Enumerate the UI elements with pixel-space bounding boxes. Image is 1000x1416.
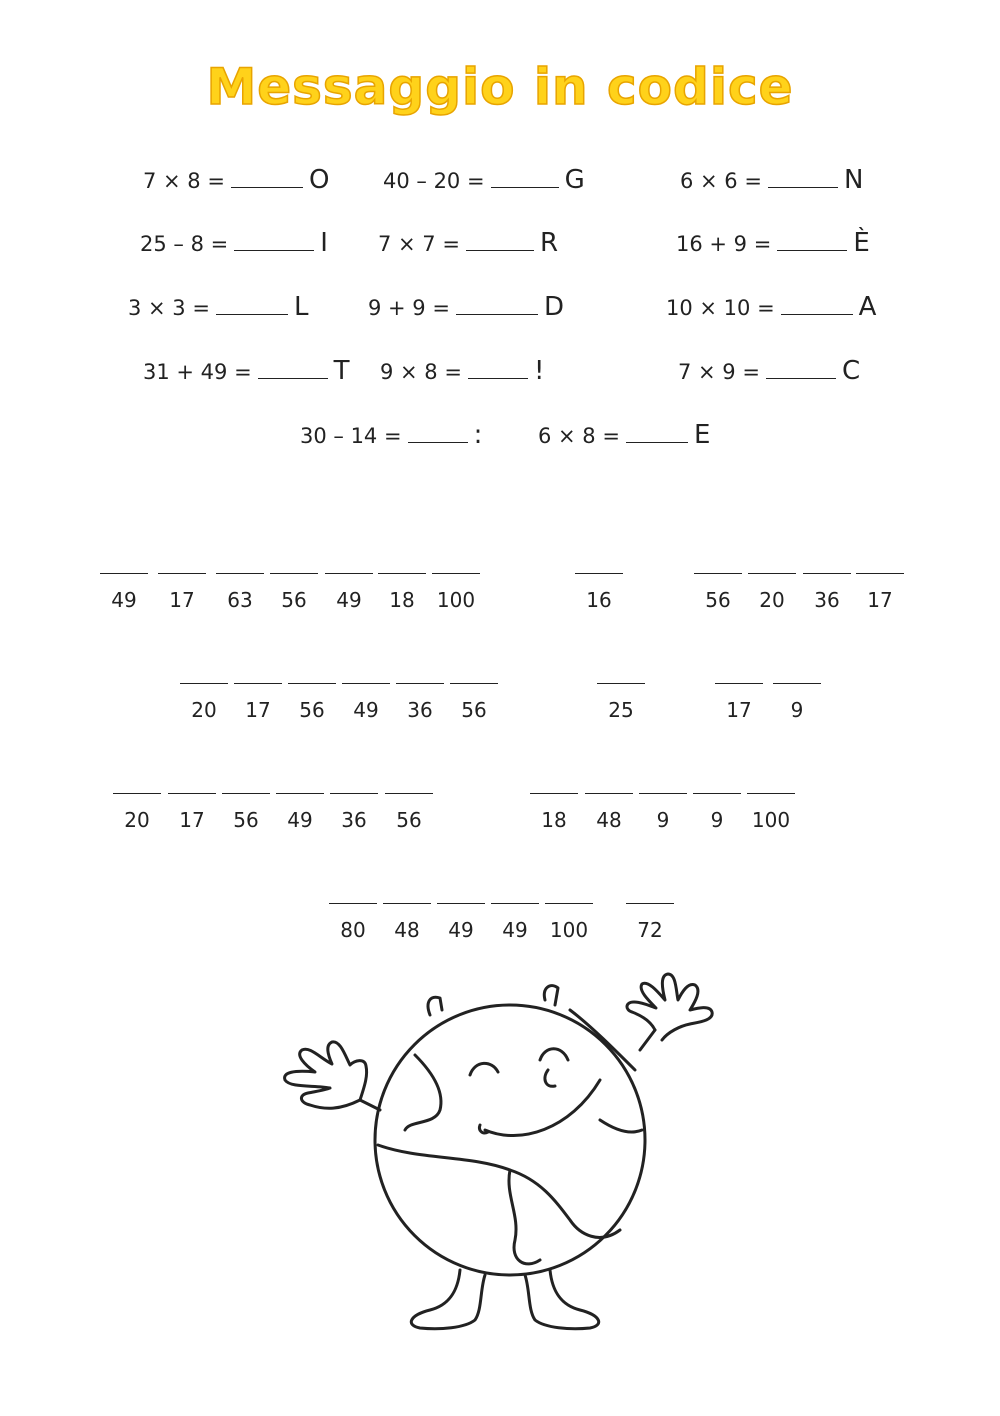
page-title: Messaggio in codice [206, 58, 794, 116]
equation-letter: R [539, 228, 559, 258]
message-letter-blank[interactable] [693, 793, 741, 794]
message-letter-blank[interactable] [626, 903, 674, 904]
equation-12 [678, 356, 860, 386]
message-code-number: 17 [179, 808, 205, 832]
message-letter-blank[interactable] [530, 793, 578, 794]
equation-4 [140, 228, 328, 258]
message-letter-blank[interactable] [450, 683, 498, 684]
message-code-number: 49 [336, 588, 362, 612]
message-code-number: 16 [586, 588, 612, 612]
message-code-number: 100 [549, 918, 589, 942]
equation-3 [680, 165, 863, 195]
answer-blank[interactable] [626, 424, 688, 443]
equation-expression: 7 × 9 = [678, 360, 760, 384]
message-code-number: 56 [281, 588, 307, 612]
equation-expression: 7 × 7 = [378, 232, 460, 256]
message-code-number: 100 [751, 808, 791, 832]
message-code-number: 25 [608, 698, 634, 722]
equation-expression: 7 × 8 = [143, 169, 225, 193]
equation-letter: I [320, 228, 328, 258]
message-code-number: 72 [637, 918, 663, 942]
equation-expression: 3 × 3 = [128, 296, 210, 320]
answer-blank[interactable] [216, 296, 288, 315]
equation-expression: 25 – 8 = [140, 232, 229, 256]
message-letter-blank[interactable] [168, 793, 216, 794]
answer-blank[interactable] [768, 169, 838, 188]
message-code-number: 9 [656, 808, 670, 832]
equation-11 [380, 356, 544, 386]
message-letter-blank[interactable] [234, 683, 282, 684]
message-letter-blank[interactable] [597, 683, 645, 684]
message-code-number: 56 [396, 808, 422, 832]
message-letter-blank[interactable] [222, 793, 270, 794]
message-letter-blank[interactable] [747, 793, 795, 794]
message-letter-blank[interactable] [748, 573, 796, 574]
message-letter-blank[interactable] [639, 793, 687, 794]
equation-8 [368, 292, 564, 322]
message-code-number: 18 [541, 808, 567, 832]
message-letter-blank[interactable] [773, 683, 821, 684]
message-code-number: 56 [299, 698, 325, 722]
message-letter-blank[interactable] [491, 903, 539, 904]
equation-letter: : [473, 420, 483, 450]
equation-1 [143, 165, 329, 195]
message-letter-blank[interactable] [856, 573, 904, 574]
message-letter-blank[interactable] [383, 903, 431, 904]
message-code-number: 17 [867, 588, 893, 612]
message-code-number: 18 [389, 588, 415, 612]
message-letter-blank[interactable] [325, 573, 373, 574]
answer-blank[interactable] [766, 360, 836, 379]
message-code-number: 49 [502, 918, 528, 942]
equation-letter: ! [533, 356, 545, 386]
equation-expression: 9 × 8 = [380, 360, 462, 384]
message-letter-blank[interactable] [715, 683, 763, 684]
message-code-number: 36 [341, 808, 367, 832]
message-code-number: 63 [227, 588, 253, 612]
message-letter-blank[interactable] [342, 683, 390, 684]
answer-blank[interactable] [258, 360, 328, 379]
message-letter-blank[interactable] [270, 573, 318, 574]
answer-blank[interactable] [231, 169, 303, 188]
message-letter-blank[interactable] [437, 903, 485, 904]
message-letter-blank[interactable] [378, 573, 426, 574]
message-letter-blank[interactable] [216, 573, 264, 574]
message-code-number: 17 [245, 698, 271, 722]
answer-blank[interactable] [777, 232, 847, 251]
message-letter-blank[interactable] [694, 573, 742, 574]
message-code-number: 20 [124, 808, 150, 832]
equation-letter: C [841, 356, 861, 386]
equation-7 [128, 292, 308, 322]
equation-6 [676, 228, 870, 258]
message-code-number: 9 [790, 698, 804, 722]
message-code-number: 100 [436, 588, 476, 612]
message-code-number: 20 [191, 698, 217, 722]
message-letter-blank[interactable] [385, 793, 433, 794]
message-code-number: 49 [287, 808, 313, 832]
equation-expression: 10 × 10 = [666, 296, 775, 320]
answer-blank[interactable] [456, 296, 538, 315]
equation-letter: D [543, 292, 564, 322]
message-letter-blank[interactable] [276, 793, 324, 794]
equation-expression: 6 × 6 = [680, 169, 762, 193]
message-letter-blank[interactable] [180, 683, 228, 684]
answer-blank[interactable] [781, 296, 853, 315]
message-code-number: 36 [814, 588, 840, 612]
answer-blank[interactable] [468, 360, 528, 379]
equation-10 [143, 356, 350, 386]
equation-expression: 6 × 8 = [538, 424, 620, 448]
message-letter-blank[interactable] [113, 793, 161, 794]
message-letter-blank[interactable] [288, 683, 336, 684]
message-code-number: 56 [705, 588, 731, 612]
equation-letter: G [564, 165, 585, 195]
message-code-number: 56 [233, 808, 259, 832]
message-code-number: 49 [111, 588, 137, 612]
message-code-number: 17 [726, 698, 752, 722]
message-code-number: 80 [340, 918, 366, 942]
equation-14 [538, 420, 710, 450]
equation-letter: È [853, 228, 870, 258]
equation-expression: 30 – 14 = [300, 424, 402, 448]
message-letter-blank[interactable] [803, 573, 851, 574]
answer-blank[interactable] [408, 424, 468, 443]
equation-letter: T [333, 356, 350, 386]
message-letter-blank[interactable] [100, 573, 148, 574]
message-code-number: 48 [394, 918, 420, 942]
message-code-number: 56 [461, 698, 487, 722]
message-letter-blank[interactable] [158, 573, 206, 574]
equation-expression: 31 + 49 = [143, 360, 252, 384]
answer-blank[interactable] [466, 232, 534, 251]
message-letter-blank[interactable] [330, 793, 378, 794]
message-letter-blank[interactable] [396, 683, 444, 684]
equation-letter: E [693, 420, 711, 450]
message-letter-blank[interactable] [585, 793, 633, 794]
answer-blank[interactable] [234, 232, 314, 251]
message-code-number: 20 [759, 588, 785, 612]
equation-letter: A [858, 292, 877, 322]
equation-expression: 40 – 20 = [383, 169, 485, 193]
earth-cartoon-illustration [270, 960, 730, 1340]
message-code-number: 17 [169, 588, 195, 612]
message-code-number: 48 [596, 808, 622, 832]
message-letter-blank[interactable] [545, 903, 593, 904]
message-code-number: 36 [407, 698, 433, 722]
equation-2 [383, 165, 585, 195]
equation-letter: L [293, 292, 309, 322]
equation-expression: 16 + 9 = [676, 232, 772, 256]
message-code-number: 9 [710, 808, 724, 832]
equation-letter: N [843, 165, 864, 195]
message-letter-blank[interactable] [329, 903, 377, 904]
equation-9 [666, 292, 876, 322]
message-code-number: 49 [448, 918, 474, 942]
message-code-number: 49 [353, 698, 379, 722]
message-letter-blank[interactable] [432, 573, 480, 574]
equation-letter: O [308, 165, 330, 195]
equation-5 [378, 228, 558, 258]
equation-expression: 9 + 9 = [368, 296, 450, 320]
answer-blank[interactable] [491, 169, 559, 188]
message-letter-blank[interactable] [575, 573, 623, 574]
equation-13 [300, 420, 482, 450]
